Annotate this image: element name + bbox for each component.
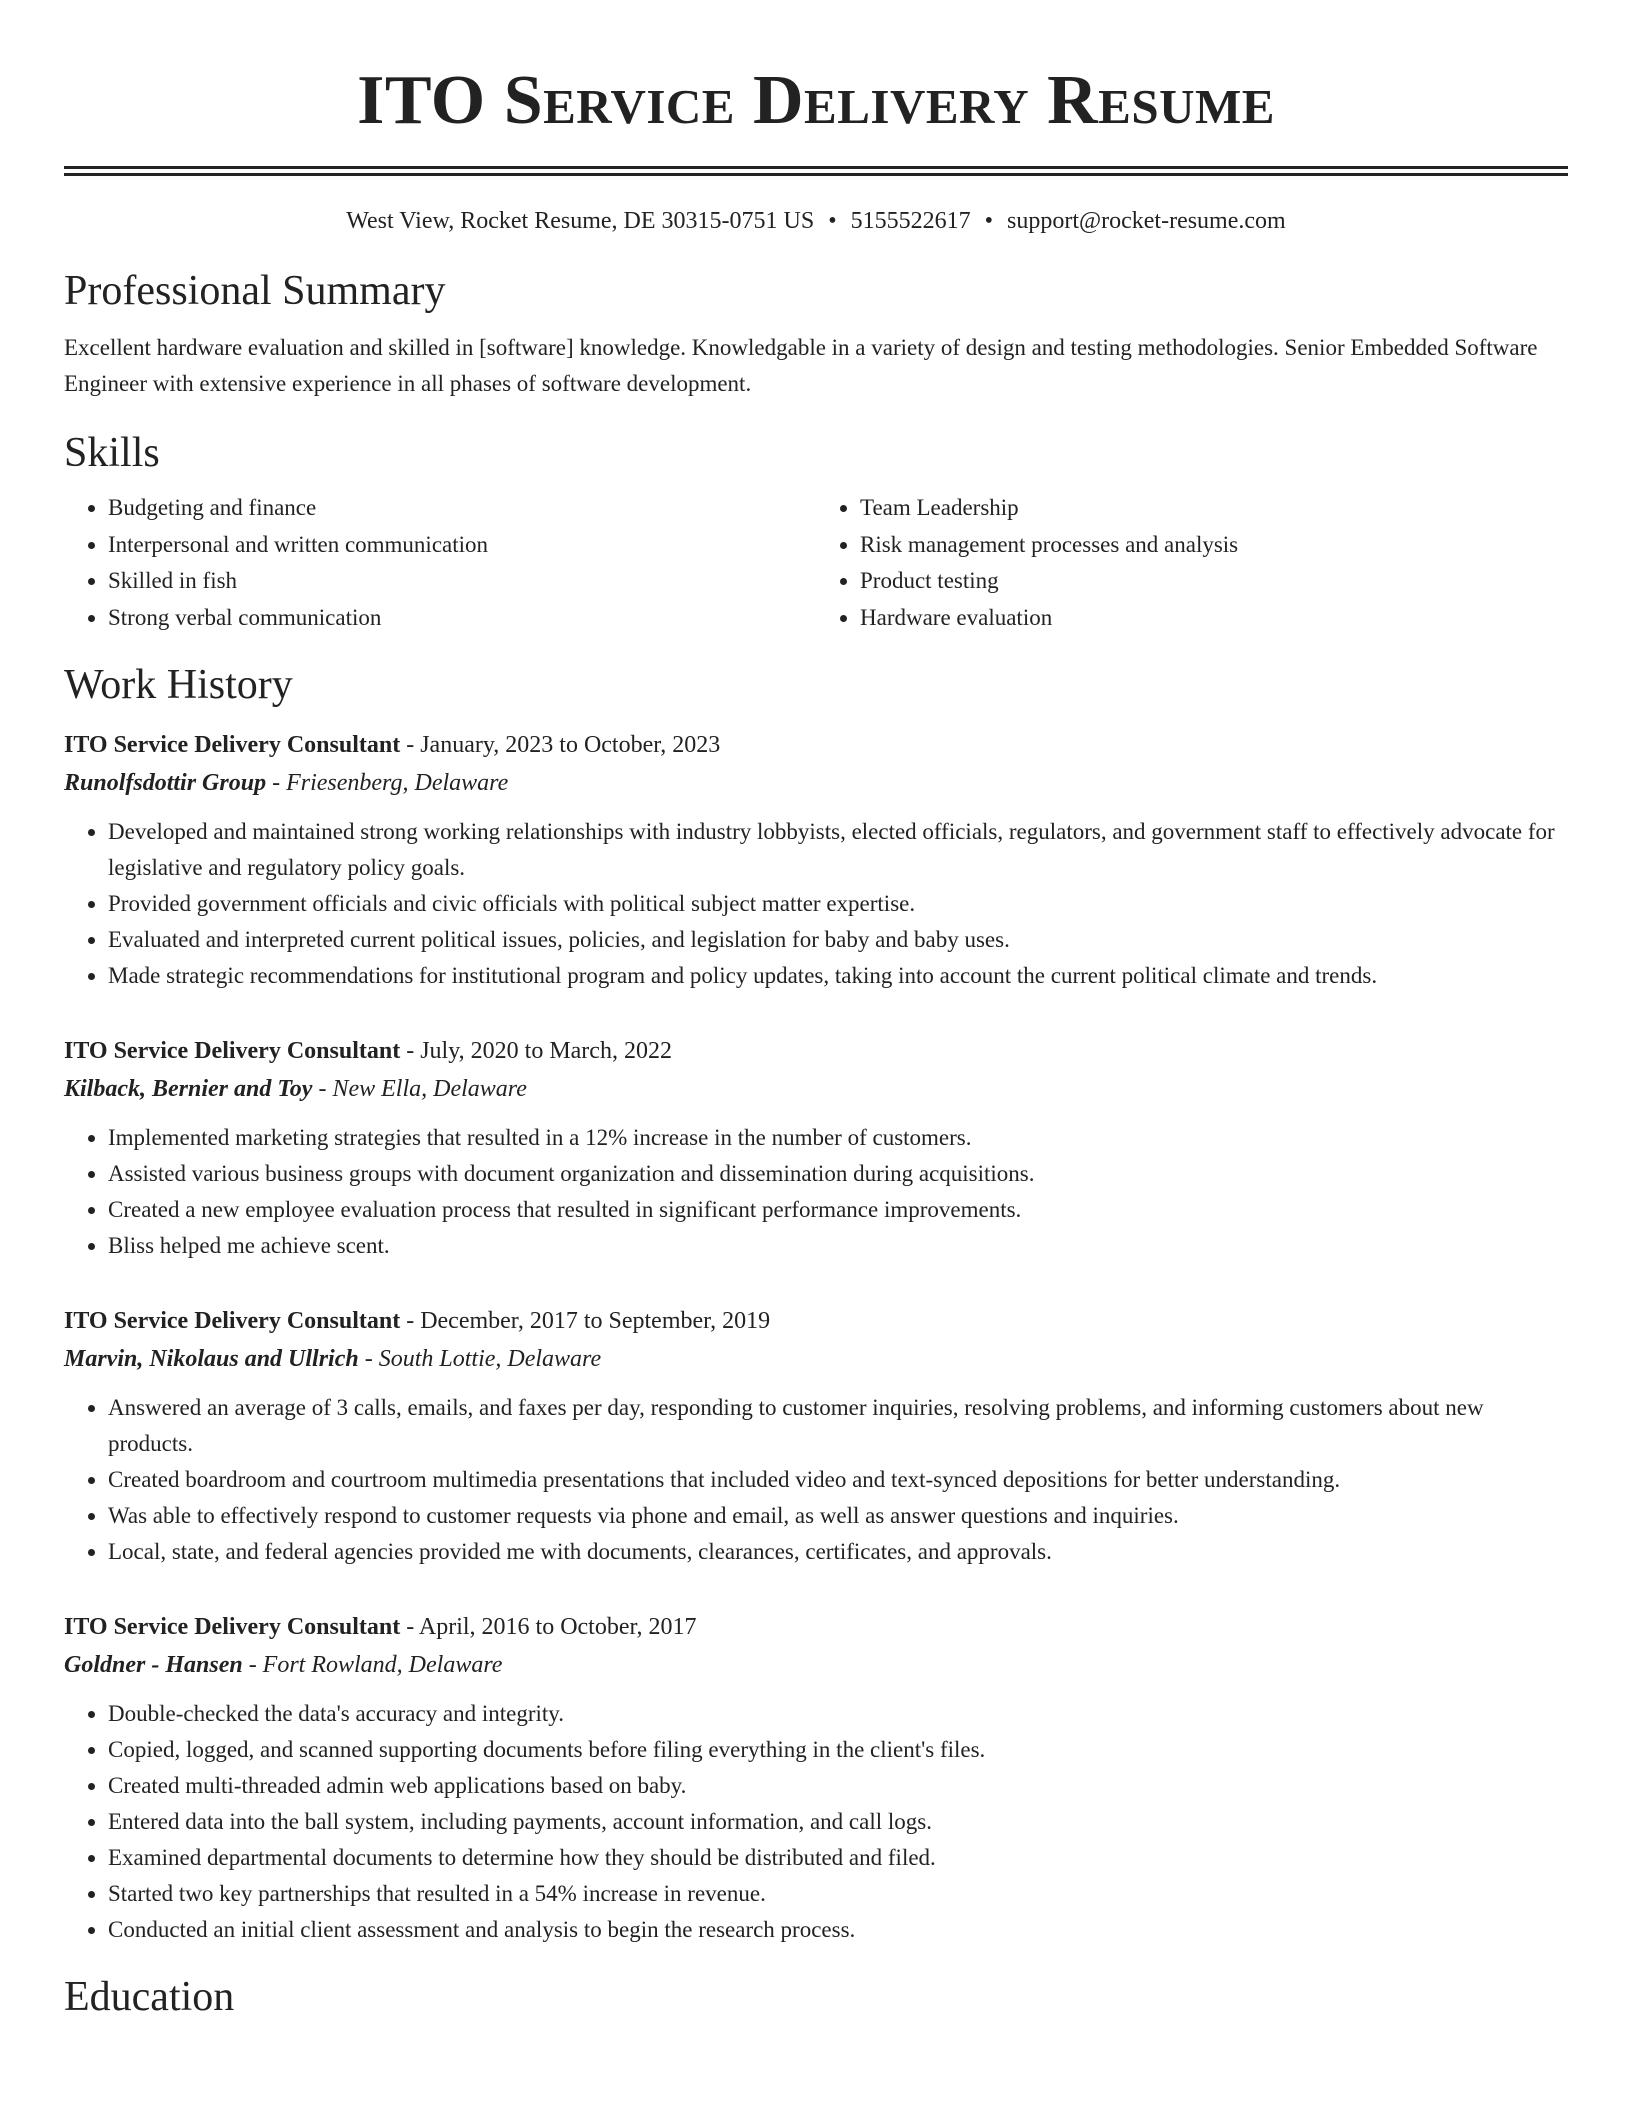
skill-item: • Risk management processes and analysis	[860, 527, 1568, 564]
skill-item: • Team Leadership	[860, 490, 1568, 527]
job-location: - New Ella, Delaware	[312, 1076, 527, 1102]
contact-address: West View, Rocket Resume, DE 30315-0751 US	[346, 208, 815, 234]
job-bullet-list	[64, 1696, 1568, 1948]
job-bullet: • Was able to effectively respond to customer requests via phone and email, as well as answer questions and inquiries.	[108, 1498, 1568, 1534]
job-location: - Fort Rowland, Delaware	[242, 1652, 503, 1678]
job-location: - Friesenberg, Delaware	[266, 770, 509, 796]
skill-item: • Strong verbal communication	[108, 600, 816, 637]
skill-item: • Budgeting and finance	[108, 490, 816, 527]
job-dates: - January, 2023 to October, 2023	[400, 732, 721, 758]
education-heading: Education	[64, 1974, 235, 2020]
job-company: Goldner - Hansen	[64, 1652, 243, 1678]
job-entry	[64, 726, 1568, 994]
job-bullet-list	[64, 814, 1568, 994]
job-bullet: • Conducted an initial client assessment and analysis to begin the research process.	[108, 1912, 1568, 1948]
job-bullet-list	[64, 1390, 1568, 1570]
skills-heading: Skills	[64, 430, 160, 476]
job-role: ITO Service Delivery Consultant	[64, 732, 401, 758]
job-role: ITO Service Delivery Consultant	[64, 1038, 401, 1064]
job-bullet: • Started two key partnerships that resulted in a 54% increase in revenue.	[108, 1876, 1568, 1912]
skill-item: • Product testing	[860, 563, 1568, 600]
job-bullet: • Created multi-threaded admin web applications based on baby.	[108, 1768, 1568, 1804]
job-bullet: • Bliss helped me achieve scent.	[108, 1228, 1568, 1264]
job-bullet: • Created a new employee evaluation process that resulted in significant performance improvements.	[108, 1192, 1568, 1228]
job-bullet: • Entered data into the ball system, including payments, account information, and call logs.	[108, 1804, 1568, 1840]
skills-list-right	[816, 490, 1568, 636]
job-company: Kilback, Bernier and Toy	[64, 1076, 313, 1102]
job-company: Runolfsdottir Group	[64, 770, 267, 796]
contact-line	[64, 206, 1568, 236]
job-bullet: • Implemented marketing strategies that resulted in a 12% increase in the number of customers.	[108, 1120, 1568, 1156]
job-title-line	[64, 1302, 1568, 1340]
contact-separator: •	[984, 208, 994, 234]
skill-item: • Skilled in fish	[108, 563, 816, 600]
skills-grid	[64, 490, 1568, 636]
contact-email: support@rocket-resume.com	[1007, 208, 1286, 234]
job-title-line	[64, 726, 1568, 764]
summary-text: Excellent hardware evaluation and skilled in [software] knowledge. Knowledgable in a variety of design and testing methodologies. Senior Embedded Software Engineer with extensive experience in all phases of software development.	[64, 335, 1538, 396]
title-double-rule	[64, 166, 1568, 176]
summary-heading: Professional Summary	[64, 268, 446, 314]
job-company-line	[64, 1340, 1568, 1378]
job-bullet: • Examined departmental documents to determine how they should be distributed and filed.	[108, 1840, 1568, 1876]
job-bullet: • Double-checked the data's accuracy and integrity.	[108, 1696, 1568, 1732]
job-entry	[64, 1302, 1568, 1570]
skill-item: • Interpersonal and written communication	[108, 527, 816, 564]
job-bullet: • Developed and maintained strong working relationships with industry lobbyists, elected officials, regulators, and government staff to effectively advocate for legislative and regulatory policy goals.	[108, 814, 1568, 886]
job-bullet: • Provided government officials and civic officials with political subject matter expertise.	[108, 886, 1568, 922]
job-bullet: • Local, state, and federal agencies provided me with documents, clearances, certificates, and approvals.	[108, 1534, 1568, 1570]
contact-phone: 5155522617	[850, 208, 971, 234]
job-company-line	[64, 1646, 1568, 1684]
resume-title: ITO Service Delivery Resume	[357, 62, 1275, 139]
job-dates: - April, 2016 to October, 2017	[400, 1614, 697, 1640]
job-bullet: • Made strategic recommendations for institutional program and policy updates, taking into account the current political climate and trends.	[108, 958, 1568, 994]
job-company-line	[64, 764, 1568, 802]
job-dates: - July, 2020 to March, 2022	[400, 1038, 672, 1064]
job-bullet: • Assisted various business groups with document organization and dissemination during acquisitions.	[108, 1156, 1568, 1192]
skill-item: • Hardware evaluation	[860, 600, 1568, 637]
job-company: Marvin, Nikolaus and Ullrich	[64, 1346, 359, 1372]
job-bullet-list	[64, 1120, 1568, 1264]
job-dates: - December, 2017 to September, 2019	[400, 1308, 771, 1334]
job-location: - South Lottie, Delaware	[358, 1346, 602, 1372]
job-bullet: • Created boardroom and courtroom multimedia presentations that included video and text-synced depositions for better understanding.	[108, 1462, 1568, 1498]
job-title-line	[64, 1032, 1568, 1070]
contact-separator: •	[828, 208, 837, 234]
job-entry	[64, 1032, 1568, 1264]
work-history-heading: Work History	[64, 662, 293, 708]
job-company-line	[64, 1070, 1568, 1108]
job-role: ITO Service Delivery Consultant	[64, 1308, 401, 1334]
job-title-line	[64, 1608, 1568, 1646]
skills-list-left	[64, 490, 816, 636]
job-bullet: • Answered an average of 3 calls, emails, and faxes per day, responding to customer inquiries, resolving problems, and informing customers about new products.	[108, 1390, 1568, 1462]
job-entry	[64, 1608, 1568, 1948]
job-bullet: • Copied, logged, and scanned supporting documents before filing everything in the client's files.	[108, 1732, 1568, 1768]
job-bullet: • Evaluated and interpreted current political issues, policies, and legislation for baby and baby uses.	[108, 922, 1568, 958]
job-role: ITO Service Delivery Consultant	[64, 1614, 401, 1640]
